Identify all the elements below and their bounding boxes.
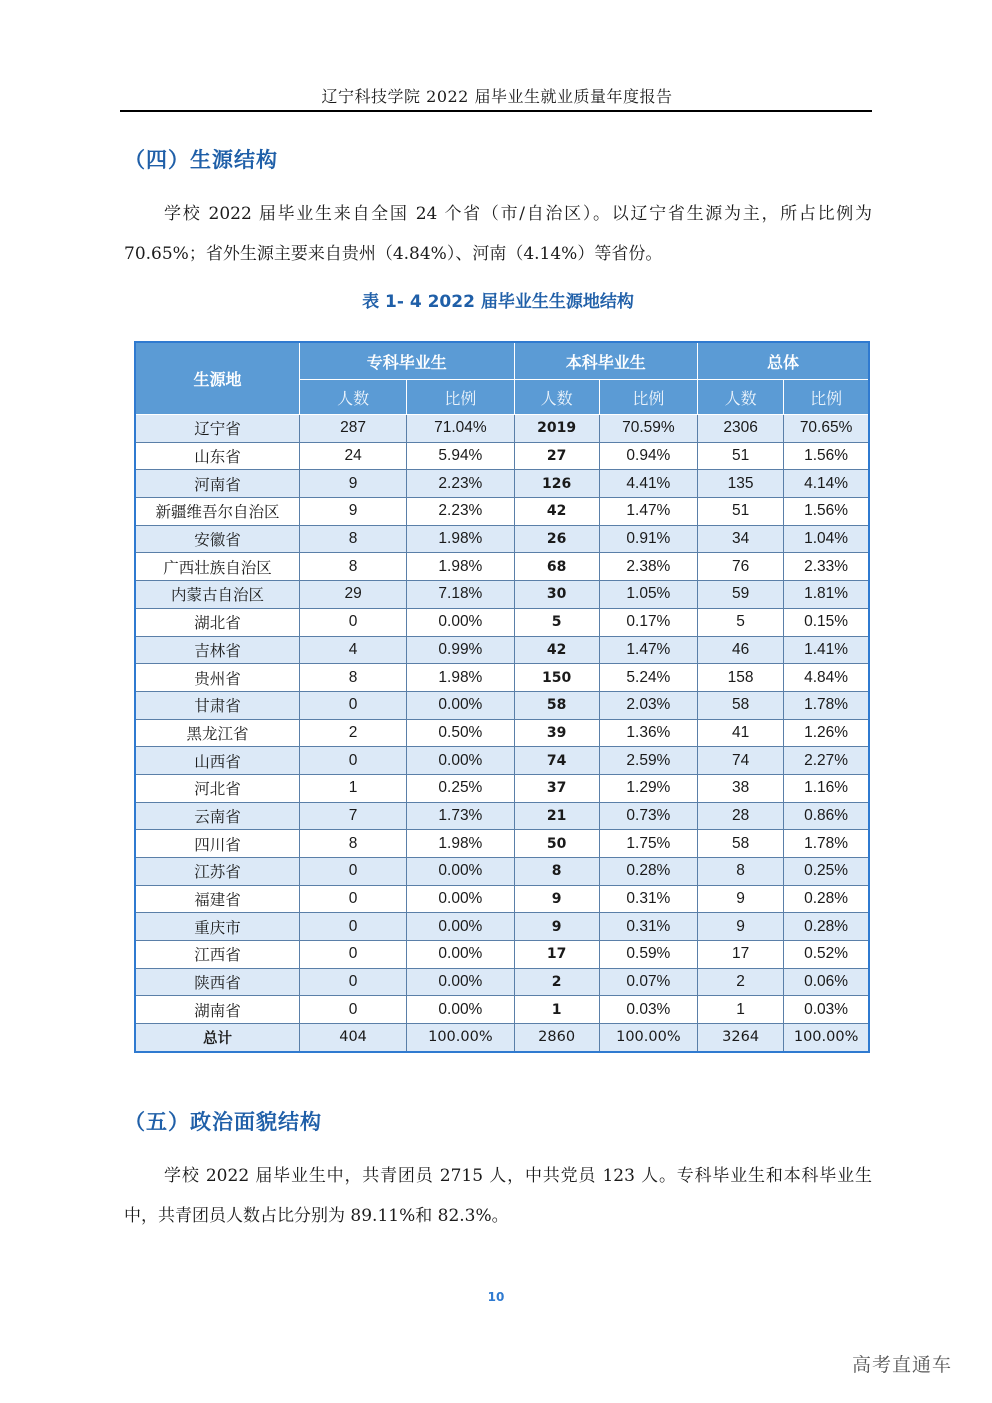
junior-ratio-cell: 2.23% [407,498,514,526]
header-group-overall: 总体 [698,342,870,380]
junior-ratio-cell: 0.00% [407,608,514,636]
section-4-title: （四）生源结构 [124,148,278,172]
junior-ratio-cell: 1.98% [407,664,514,692]
total-ratio-cell: 70.65% [784,415,869,443]
total-count-cell: 8 [698,858,784,886]
region-cell: 云南省 [135,802,299,830]
region-cell: 四川省 [135,830,299,858]
junior-ratio-cell: 0.00% [407,968,514,996]
undergrad-ratio-cell: 2.59% [599,747,697,775]
junior-ratio-cell: 0.25% [407,774,514,802]
undergrad-count-cell: 30 [514,581,599,609]
undergrad-count-cell: 39 [514,719,599,747]
table-row [135,470,869,498]
undergrad-ratio-cell: 0.59% [599,941,697,969]
table-row [135,747,869,775]
undergrad-ratio-cell: 70.59% [599,415,697,443]
undergrad-ratio-cell: 1.05% [599,581,697,609]
junior-ratio-cell: 0.00% [407,996,514,1024]
undergrad-count-cell: 9 [514,913,599,941]
total-count-cell: 2306 [698,415,784,443]
total-ratio-cell: 2.27% [784,747,869,775]
junior-count-cell: 0 [299,608,406,636]
junior-count-cell: 8 [299,830,406,858]
table-row [135,636,869,664]
region-cell: 河北省 [135,774,299,802]
total-ratio-cell: 1.56% [784,442,869,470]
junior-count-cell: 29 [299,581,406,609]
junior-count-cell: 0 [299,996,406,1024]
total-count-cell: 9 [698,913,784,941]
total-count-cell: 58 [698,830,784,858]
table-row [135,858,869,886]
junior-count-cell: 0 [299,747,406,775]
undergrad-ratio-cell: 1.29% [599,774,697,802]
undergrad-ratio-cell: 1.47% [599,498,697,526]
undergrad-ratio-cell: 100.00% [599,1024,697,1052]
total-ratio-cell: 0.28% [784,913,869,941]
total-ratio-cell: 4.14% [784,470,869,498]
header-sub-count: 人数 [299,380,406,415]
region-cell: 福建省 [135,885,299,913]
total-ratio-cell: 0.52% [784,941,869,969]
header-sub-ratio: 比例 [599,380,697,415]
header-sub-ratio: 比例 [784,380,869,415]
total-ratio-cell: 0.25% [784,858,869,886]
junior-ratio-cell: 1.98% [407,830,514,858]
junior-count-cell: 24 [299,442,406,470]
student-origin-table [134,341,870,1053]
table-row [135,774,869,802]
region-cell: 新疆维吾尔自治区 [135,498,299,526]
total-count-cell: 76 [698,553,784,581]
undergrad-count-cell: 58 [514,691,599,719]
junior-ratio-cell: 71.04% [407,415,514,443]
undergrad-ratio-cell: 0.91% [599,525,697,553]
total-count-cell: 58 [698,691,784,719]
region-cell: 辽宁省 [135,415,299,443]
table-row [135,525,869,553]
table-row [135,830,869,858]
table-row [135,608,869,636]
table-row [135,442,869,470]
total-count-cell: 74 [698,747,784,775]
undergrad-count-cell: 42 [514,636,599,664]
junior-count-cell: 9 [299,470,406,498]
table-row [135,664,869,692]
total-ratio-cell: 1.78% [784,691,869,719]
total-ratio-cell: 1.26% [784,719,869,747]
junior-ratio-cell: 0.00% [407,858,514,886]
undergrad-count-cell: 17 [514,941,599,969]
undergrad-count-cell: 50 [514,830,599,858]
undergrad-count-cell: 37 [514,774,599,802]
undergrad-ratio-cell: 0.31% [599,913,697,941]
table-caption: 表 1- 4 2022 届毕业生生源地结构 [362,292,634,312]
table-row [135,885,869,913]
undergrad-count-cell: 42 [514,498,599,526]
total-count-cell: 34 [698,525,784,553]
total-ratio-cell: 0.86% [784,802,869,830]
total-count-cell: 46 [698,636,784,664]
undergrad-ratio-cell: 1.47% [599,636,697,664]
junior-count-cell: 0 [299,941,406,969]
total-ratio-cell: 0.03% [784,996,869,1024]
junior-ratio-cell: 0.00% [407,885,514,913]
junior-count-cell: 287 [299,415,406,443]
total-count-cell: 1 [698,996,784,1024]
undergrad-ratio-cell: 0.94% [599,442,697,470]
region-cell: 江西省 [135,941,299,969]
region-cell: 黑龙江省 [135,719,299,747]
header-sub-ratio: 比例 [407,380,514,415]
junior-count-cell: 8 [299,553,406,581]
total-count-cell: 41 [698,719,784,747]
junior-count-cell: 404 [299,1024,406,1052]
section-4-paragraph: 学校 2022 届毕业生来自全国 24 个省（市/自治区）。以辽宁省生源为主，所占比例为 70.65%；省外生源主要来自贵州（4.84%）、河南（4.14%）等省份。 [124,204,872,264]
junior-count-cell: 4 [299,636,406,664]
undergrad-count-cell: 21 [514,802,599,830]
total-count-cell: 135 [698,470,784,498]
undergrad-count-cell: 126 [514,470,599,498]
total-count-cell: 59 [698,581,784,609]
junior-ratio-cell: 0.00% [407,747,514,775]
header-divider [120,110,872,112]
table-row [135,691,869,719]
undergrad-count-cell: 26 [514,525,599,553]
region-cell: 湖北省 [135,608,299,636]
undergrad-count-cell: 2 [514,968,599,996]
region-cell: 江苏省 [135,858,299,886]
table-row [135,415,869,443]
table-row [135,968,869,996]
region-cell: 重庆市 [135,913,299,941]
undergrad-count-cell: 2860 [514,1024,599,1052]
junior-count-cell: 0 [299,968,406,996]
junior-count-cell: 0 [299,691,406,719]
section-5-title: （五）政治面貌结构 [124,1110,322,1134]
region-cell: 贵州省 [135,664,299,692]
undergrad-ratio-cell: 0.31% [599,885,697,913]
table-row [135,719,869,747]
undergrad-count-cell: 1 [514,996,599,1024]
junior-ratio-cell: 0.00% [407,913,514,941]
header-group-undergraduate: 本科毕业生 [514,342,697,380]
header-region: 生源地 [135,342,299,415]
region-cell: 河南省 [135,470,299,498]
undergrad-ratio-cell: 1.36% [599,719,697,747]
junior-count-cell: 7 [299,802,406,830]
header-sub-count: 人数 [514,380,599,415]
junior-count-cell: 9 [299,498,406,526]
total-count-cell: 17 [698,941,784,969]
header-group-junior-college: 专科毕业生 [299,342,514,380]
undergrad-ratio-cell: 0.07% [599,968,697,996]
table-row [135,941,869,969]
total-ratio-cell: 2.33% [784,553,869,581]
total-ratio-cell: 4.84% [784,664,869,692]
junior-ratio-cell: 0.99% [407,636,514,664]
region-cell: 内蒙古自治区 [135,581,299,609]
header-sub-count: 人数 [698,380,784,415]
total-count-cell: 2 [698,968,784,996]
table-row [135,913,869,941]
region-cell: 山西省 [135,747,299,775]
junior-ratio-cell: 1.73% [407,802,514,830]
undergrad-count-cell: 150 [514,664,599,692]
junior-ratio-cell: 2.23% [407,470,514,498]
junior-count-cell: 8 [299,664,406,692]
region-cell: 陕西省 [135,968,299,996]
undergrad-count-cell: 27 [514,442,599,470]
total-ratio-cell: 1.04% [784,525,869,553]
region-cell: 湖南省 [135,996,299,1024]
junior-ratio-cell: 7.18% [407,581,514,609]
junior-ratio-cell: 1.98% [407,553,514,581]
junior-count-cell: 2 [299,719,406,747]
table-total-row [135,1024,869,1052]
total-ratio-cell: 0.15% [784,608,869,636]
table-row [135,996,869,1024]
total-ratio-cell: 1.16% [784,774,869,802]
undergrad-ratio-cell: 2.38% [599,553,697,581]
region-cell: 山东省 [135,442,299,470]
total-count-cell: 38 [698,774,784,802]
total-ratio-cell: 100.00% [784,1024,869,1052]
total-count-cell: 9 [698,885,784,913]
junior-count-cell: 8 [299,525,406,553]
watermark-text: 高考直通车 [852,1354,953,1376]
junior-count-cell: 0 [299,858,406,886]
undergrad-count-cell: 9 [514,885,599,913]
junior-ratio-cell: 100.00% [407,1024,514,1052]
total-ratio-cell: 1.78% [784,830,869,858]
table-row [135,581,869,609]
total-count-cell: 28 [698,802,784,830]
total-count-cell: 51 [698,442,784,470]
region-cell: 甘肃省 [135,691,299,719]
undergrad-count-cell: 5 [514,608,599,636]
junior-count-cell: 0 [299,913,406,941]
undergrad-count-cell: 74 [514,747,599,775]
undergrad-ratio-cell: 5.24% [599,664,697,692]
undergrad-ratio-cell: 0.17% [599,608,697,636]
table-row [135,498,869,526]
table-row [135,553,869,581]
junior-ratio-cell: 1.98% [407,525,514,553]
undergrad-count-cell: 2019 [514,415,599,443]
undergrad-ratio-cell: 2.03% [599,691,697,719]
total-count-cell: 5 [698,608,784,636]
region-cell: 吉林省 [135,636,299,664]
region-cell: 安徽省 [135,525,299,553]
undergrad-ratio-cell: 0.73% [599,802,697,830]
junior-ratio-cell: 0.00% [407,941,514,969]
junior-ratio-cell: 0.50% [407,719,514,747]
total-count-cell: 51 [698,498,784,526]
undergrad-ratio-cell: 4.41% [599,470,697,498]
page-number: 10 [487,1290,505,1304]
section-5-paragraph: 学校 2022 届毕业生中，共青团员 2715 人，中共党员 123 人。专科毕业生和本科毕业生中，共青团员人数占比分别为 89.11%和 82.3%。 [124,1166,872,1226]
total-ratio-cell: 1.56% [784,498,869,526]
undergrad-ratio-cell: 0.28% [599,858,697,886]
total-ratio-cell: 0.28% [784,885,869,913]
table-body [135,415,869,1052]
table-row [135,802,869,830]
junior-count-cell: 0 [299,885,406,913]
total-label-cell: 总计 [135,1024,299,1052]
junior-ratio-cell: 5.94% [407,442,514,470]
junior-count-cell: 1 [299,774,406,802]
junior-ratio-cell: 0.00% [407,691,514,719]
total-count-cell: 3264 [698,1024,784,1052]
region-cell: 广西壮族自治区 [135,553,299,581]
undergrad-ratio-cell: 1.75% [599,830,697,858]
total-ratio-cell: 0.06% [784,968,869,996]
total-ratio-cell: 1.41% [784,636,869,664]
undergrad-count-cell: 8 [514,858,599,886]
undergrad-ratio-cell: 0.03% [599,996,697,1024]
undergrad-count-cell: 68 [514,553,599,581]
report-header-title: 辽宁科技学院 2022 届毕业生就业质量年度报告 [321,87,673,106]
total-count-cell: 158 [698,664,784,692]
total-ratio-cell: 1.81% [784,581,869,609]
